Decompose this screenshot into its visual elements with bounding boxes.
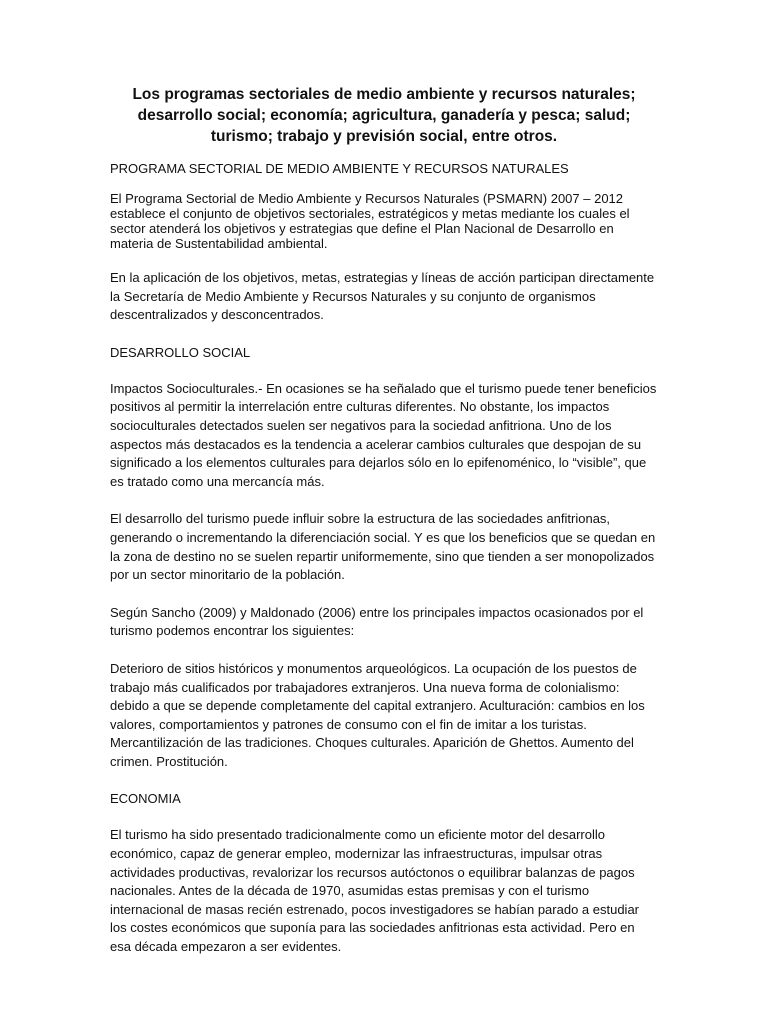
paragraph: Según Sancho (2009) y Maldonado (2006) entre los principales impactos ocasionados por el turismo podemos encontrar los siguientes:: [110, 604, 644, 639]
document-title: Los programas sectoriales de medio ambiente y recursos naturales; desarrollo social; economía; agricultura, ganadería y pesca; salud; turismo; trabajo y previsión social, entre otros.: [132, 86, 636, 145]
document-page: [110, 84, 658, 957]
paragraph: El Programa Sectorial de Medio Ambiente y Recursos Naturales (PSMARN) 2007 – 2012 establece el conjunto de objetivos sectoriales, estratégicos y metas mediante los cuales el sector atenderá los objetivos y estrategias que define el Plan Nacional de Desarrollo en materia de Sustentabilidad ambiental.: [110, 191, 630, 251]
paragraph: Impactos Socioculturales.- En ocasiones se ha señalado que el turismo puede tener beneficios positivos al permitir la interrelación entre culturas diferentes. No obstante, los impactos socioculturales detectados suelen ser negativos para la sociedad anfitriona. Uno de los aspectos más destacados es la tendencia a acelerar cambios culturales que despojan de su significado a los elementos culturales para dejarlos sólo en lo epifenoménico, lo “visible”, que es tratado como una mercancía más.: [110, 380, 657, 489]
section-heading-economia: ECONOMIA: [110, 791, 181, 807]
paragraph: El turismo ha sido presentado tradicionalmente como un eficiente motor del desarrollo económico, capaz de generar empleo, modernizar las infraestructuras, impulsar otras actividades productivas, revalorizar los recursos autóctonos o equilibrar balanzas de pagos nacionales. Antes de la década de 1970, asumidas estas premisas y con el turismo internacional de masas recién estrenado, pocos investigadores se habían parado a estudiar los costes económicos que suponía para las sociedades anfitrionas esta actividad. Pero en esa década empezaron a ser evidentes.: [110, 827, 640, 955]
section-heading-desarrollo-social: DESARROLLO SOCIAL: [110, 344, 251, 360]
section-heading-medio-ambiente: PROGRAMA SECTORIAL DE MEDIO AMBIENTE Y RECURSOS NATURALES: [110, 161, 569, 176]
paragraph: En la aplicación de los objetivos, metas, estrategias y líneas de acción participan directamente la Secretaría de Medio Ambiente y Recursos Naturales y su conjunto de organismos descentralizados y desconcentrados.: [110, 270, 655, 323]
paragraph: Deterioro de sitios históricos y monumentos arqueológicos. La ocupación de los puestos de trabajo más cualificados por trabajadores extranjeros. Una nueva forma de colonialismo: debido a que se depende completamente del capital extranjero. Aculturación: cambios en los valores, comportamientos y patrones de consumo con el fin de imitar a los turistas. Mercantilización de las tradiciones. Choques culturales. Aparición de Ghettos. Aumento del crimen. Prostitución.: [110, 660, 645, 769]
paragraph: El desarrollo del turismo puede influir sobre la estructura de las sociedades anfitrionas, generando o incrementando la diferenciación social. Y es que los beneficios que se quedan en la zona de destino no se suelen repartir uniformemente, sino que tienden a ser monopolizados por un sector minoritario de la población.: [110, 511, 656, 583]
